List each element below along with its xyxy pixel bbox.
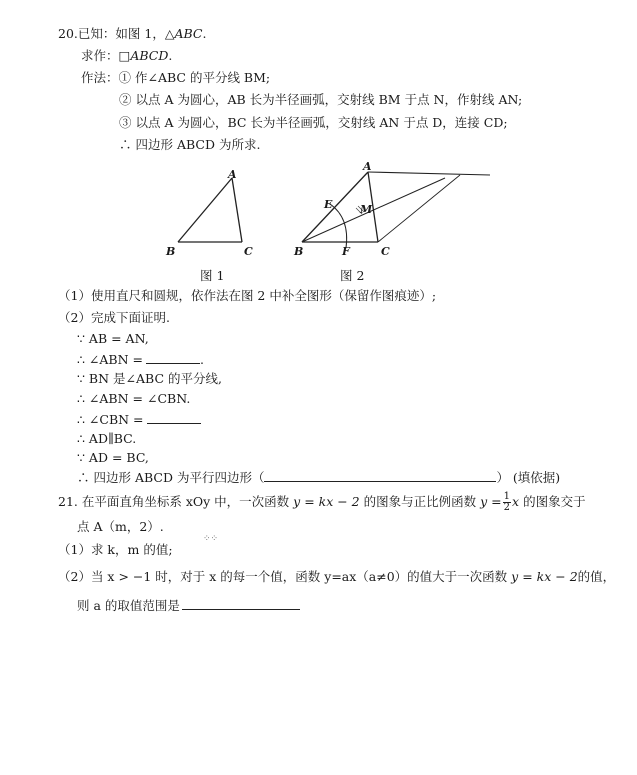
- proof-line-2: [77, 351, 204, 368]
- q21-part2-line-2: [77, 597, 300, 614]
- q21-linear-function: y = kx − 2: [293, 494, 360, 509]
- q21-line-1: [58, 492, 586, 513]
- figure-2: [290, 160, 500, 260]
- fig2-label-f: F: [342, 245, 350, 258]
- proof-line-5: [77, 411, 201, 428]
- proof-answer-blank-2[interactable]: [147, 411, 201, 424]
- proof-line-8-text: ∴ 四边形 ABCD 为平行四边形（: [77, 470, 265, 485]
- q20-method-step-1: [81, 70, 270, 86]
- q20-seek-end: .: [168, 48, 173, 63]
- proof-basis-tail: ） (填依据): [496, 470, 561, 485]
- q20-seek-label: 求作：: [81, 48, 119, 63]
- q20-part1: （1）使用直尺和圆规，依作法在图 2 中补全图形（保留作图痕迹）;: [58, 288, 437, 303]
- q21-text-b: 的图象与正比例函数: [363, 494, 477, 509]
- q20-part2: （2）完成下面证明.: [58, 310, 170, 325]
- figure-1: [160, 160, 270, 260]
- q21-part2-end: 的值，: [577, 569, 616, 584]
- q21-part2: [58, 569, 615, 585]
- q20-method-step-3: ③ 以点 A 为圆心，BC 长为半径画弧，交射线 AN 于点 D，连接 CD;: [119, 115, 508, 130]
- q21-answer-blank[interactable]: [182, 597, 300, 610]
- proof-line-2-end: .: [200, 352, 204, 367]
- proof-line-3: ∵ BN 是∠ABC 的平分线,: [77, 371, 222, 386]
- proof-line-8: [77, 469, 560, 486]
- q21-line-2: 点 A（m，2）.: [77, 519, 164, 534]
- parallelogram-symbol: □: [118, 48, 131, 63]
- q20-stem-text: 已知：如图 1，△: [77, 26, 175, 41]
- q21-part2-function: y = kx − 2: [511, 569, 578, 584]
- proof-line-6: ∴ AD∥BC.: [77, 431, 137, 446]
- fig2-label-m: M: [360, 203, 373, 216]
- q21-text-c: 的图象交于: [523, 494, 586, 509]
- q21-range-prompt: 则 a 的取值范围是: [77, 598, 180, 613]
- ink-smudge: ⁘⁘: [203, 534, 219, 544]
- q20-stem: [58, 26, 206, 42]
- fraction-numerator: 1: [503, 491, 511, 502]
- proof-line-4: ∴ ∠ABN = ∠CBN.: [77, 391, 191, 406]
- q20-seek: [81, 48, 172, 64]
- fig1-label-a: A: [228, 168, 237, 181]
- proof-line-2-text: ∴ ∠ABN =: [77, 352, 143, 367]
- q21-text-a: 21. 在平面直角坐标系 xOy 中，一次函数: [58, 494, 290, 509]
- q20-method-label: 作法：: [81, 70, 119, 85]
- proof-answer-blank-1[interactable]: [146, 351, 200, 364]
- q21-proportional-lhs: y =: [480, 494, 502, 509]
- fig2-label-c: C: [381, 245, 390, 258]
- q20-stem-end: .: [202, 26, 207, 41]
- fig1-caption: 图 1: [200, 268, 225, 283]
- q20-number: 20.: [58, 26, 78, 41]
- one-half-fraction: [503, 492, 511, 513]
- q21-part2-text: （2）当 x > −1 时，对于 x 的每一个值，函数 y=ax（a≠0）的值大于一次函数: [58, 569, 508, 584]
- proof-line-1: ∵ AB = AN,: [77, 331, 149, 346]
- proof-line-7: ∵ AD = BC,: [77, 450, 149, 465]
- q20-stem-triangle: ABC: [174, 26, 203, 41]
- fig1-label-c: C: [244, 245, 253, 258]
- q20-method-step-2: ② 以点 A 为圆心，AB 长为半径画弧，交射线 BM 于点 N，作射线 AN;: [119, 92, 523, 107]
- q20-seek-shape-name: ABCD: [130, 48, 169, 63]
- q21-proportional-var: x: [512, 494, 520, 509]
- proof-line-5-text: ∴ ∠CBN =: [77, 412, 144, 427]
- fig1-label-b: B: [166, 245, 176, 258]
- q21-part1: （1）求 k，m 的值;: [58, 542, 173, 557]
- fig2-label-e: E: [324, 198, 333, 211]
- fig2-caption: 图 2: [340, 268, 365, 283]
- q20-step-text: ① 作∠ABC 的平分线 BM;: [118, 70, 271, 85]
- fig2-label-a: A: [363, 160, 372, 173]
- fraction-denominator: 2: [503, 502, 511, 513]
- proof-basis-blank[interactable]: [264, 469, 496, 482]
- fig2-label-b: B: [294, 245, 304, 258]
- q20-conclusion: ∴ 四边形 ABCD 为所求.: [119, 137, 261, 152]
